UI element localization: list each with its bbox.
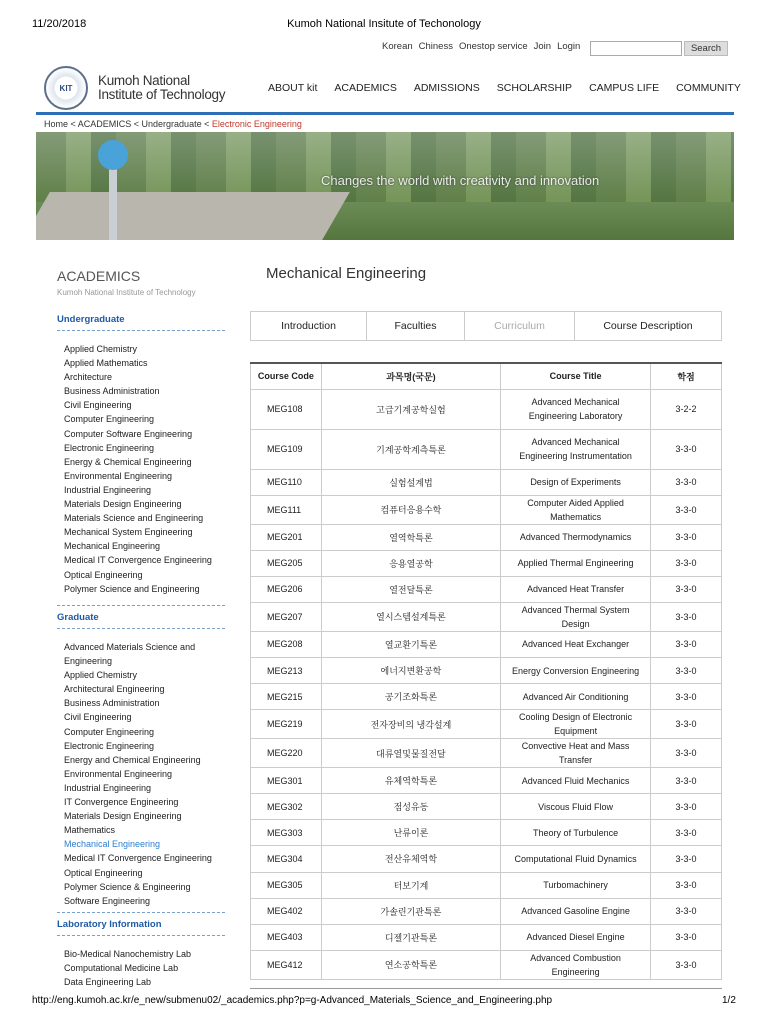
course-code-cell: MEG302 xyxy=(251,794,322,820)
tab-faculties[interactable]: Faculties xyxy=(367,312,465,340)
sidebar-item[interactable]: Medical IT Convergence Engineering xyxy=(64,555,212,566)
credits-cell: 3-3-0 xyxy=(651,657,722,683)
content-bottom-line xyxy=(250,988,722,989)
logo[interactable] xyxy=(44,66,225,110)
credits-cell: 3-3-0 xyxy=(651,794,722,820)
banner-sculpture-pole xyxy=(109,166,117,240)
sidebar-item[interactable]: Architecture xyxy=(64,372,113,383)
tab-course-description[interactable]: Course Description xyxy=(603,320,693,332)
course-title-cell: Design of Experiments xyxy=(501,469,651,495)
korean-title-cell: 디젤기관특론 xyxy=(321,924,500,950)
nav-divider xyxy=(36,112,734,115)
logo-text xyxy=(98,74,225,102)
table-row xyxy=(251,872,722,898)
course-title-cell: Advanced Fluid Mechanics xyxy=(501,768,651,794)
nav-scholarship[interactable]: SCHOLARSHIP xyxy=(496,82,573,94)
course-title-cell: Advanced Mechanical Engineering Laboratory xyxy=(501,389,651,429)
table-row xyxy=(251,950,722,979)
table-header-row xyxy=(251,363,722,389)
page-title: Mechanical Engineering xyxy=(266,265,427,282)
korean-title-cell: 유체역학특론 xyxy=(321,768,500,794)
course-code-cell: MEG219 xyxy=(251,710,322,739)
sidebar-item[interactable]: Applied Mathematics xyxy=(64,358,148,369)
utility-links xyxy=(382,41,586,52)
nav-community[interactable]: COMMUNITY xyxy=(676,82,741,94)
sidebar-item[interactable]: Applied Chemistry xyxy=(64,670,138,681)
course-title-cell: Advanced Diesel Engine xyxy=(501,924,651,950)
search-input[interactable] xyxy=(590,41,682,56)
credits-cell: 3-3-0 xyxy=(651,872,722,898)
table-row xyxy=(251,657,722,683)
nav-about[interactable]: ABOUT kit xyxy=(268,82,318,94)
table-row xyxy=(251,924,722,950)
sidebar-section-graduate[interactable]: Graduate xyxy=(57,605,225,629)
course-code-cell: MEG207 xyxy=(251,602,322,631)
sidebar-item[interactable]: Applied Chemistry xyxy=(64,344,138,354)
course-title-cell: Applied Thermal Engineering xyxy=(501,550,651,576)
nav-academics[interactable]: ACADEMICS xyxy=(334,82,397,94)
table-row xyxy=(251,739,722,768)
sidebar-item[interactable]: Mechanical Engineering xyxy=(64,839,161,850)
print-title: Kumoh National Insitute of Techonology xyxy=(287,18,481,30)
sidebar-section-undergraduate[interactable]: Undergraduate xyxy=(57,314,225,331)
content-tabs xyxy=(250,311,722,341)
sidebar-item[interactable]: Advanced Materials Science and Engineering xyxy=(64,642,196,667)
sidebar-section-laboratory[interactable]: Laboratory Information xyxy=(57,912,225,936)
util-link-korean[interactable]: Korean xyxy=(382,41,413,52)
course-title-cell: Advanced Thermal System Design xyxy=(501,602,651,631)
sidebar-item[interactable]: Materials Design Engineering xyxy=(64,811,182,822)
korean-title-cell: 점성유동 xyxy=(321,794,500,820)
sidebar-item[interactable]: Optical Engineering xyxy=(64,867,143,878)
sidebar-item[interactable]: IT Convergence Engineering xyxy=(64,797,179,808)
sidebar-item[interactable]: Computer Engineering xyxy=(64,414,155,425)
util-link-login[interactable]: Login xyxy=(557,41,581,52)
course-code-cell: MEG109 xyxy=(251,429,322,469)
credits-cell: 3-3-0 xyxy=(651,602,722,631)
print-header xyxy=(0,18,768,32)
credits-cell: 3-3-0 xyxy=(651,684,722,710)
course-code-cell: MEG303 xyxy=(251,820,322,846)
course-title-cell: Advanced Thermodynamics xyxy=(501,524,651,550)
course-code-cell: MEG412 xyxy=(251,950,322,979)
credits-cell: 3-3-0 xyxy=(651,739,722,768)
logo-line-1: Kumoh National xyxy=(98,73,190,88)
korean-title-cell: 에너지변환공학 xyxy=(321,657,500,683)
sidebar-item[interactable]: Business Administration xyxy=(64,386,160,397)
course-code-cell: MEG301 xyxy=(251,768,322,794)
undergraduate-list xyxy=(64,342,228,596)
credits-cell: 3-3-0 xyxy=(651,429,722,469)
laboratory-list xyxy=(64,947,228,989)
credits-cell: 3-3-0 xyxy=(651,631,722,657)
course-code-cell: MEG403 xyxy=(251,924,322,950)
sidebar-item[interactable]: Optical Engineering xyxy=(64,569,143,580)
course-title-cell: Computer Aided Applied Mathematics xyxy=(501,495,651,524)
sidebar-subtitle: Kumoh National Institute of Technology xyxy=(57,288,196,297)
course-code-cell: MEG201 xyxy=(251,524,322,550)
sidebar-item[interactable]: Mathematics xyxy=(64,825,116,836)
korean-title-cell: 실험설계법 xyxy=(321,469,500,495)
sidebar-item[interactable]: Energy and Chemical Engineering xyxy=(64,754,201,765)
korean-title-cell: 열시스템설계특론 xyxy=(321,602,500,631)
course-code-cell: MEG205 xyxy=(251,550,322,576)
sidebar-item[interactable]: Bio-Medical Nanochemistry Lab xyxy=(64,949,192,959)
course-code-cell: MEG213 xyxy=(251,657,322,683)
graduate-list xyxy=(64,640,228,908)
korean-title-cell: 난류이론 xyxy=(321,820,500,846)
util-link-chiness[interactable]: Chiness xyxy=(418,41,453,52)
tab-introduction[interactable]: Introduction xyxy=(251,312,367,340)
credits-cell: 3-3-0 xyxy=(651,576,722,602)
search-button[interactable]: Search xyxy=(684,41,728,56)
print-page-number: 1/2 xyxy=(722,995,736,1006)
sidebar-item[interactable]: Polymer Science and Engineering xyxy=(64,583,200,594)
table-row xyxy=(251,389,722,429)
table-row xyxy=(251,576,722,602)
korean-title-cell: 열역학특론 xyxy=(321,524,500,550)
sidebar-item[interactable]: Civil Engineering xyxy=(64,712,132,723)
course-title-cell: Energy Conversion Engineering xyxy=(501,657,651,683)
korean-title-cell: 대류열및물질전달 xyxy=(321,739,500,768)
credits-cell: 3-3-0 xyxy=(651,846,722,872)
credits-cell: 3-3-0 xyxy=(651,768,722,794)
course-title-cell: Advanced Heat Transfer xyxy=(501,576,651,602)
table-row xyxy=(251,794,722,820)
course-title-cell: Computational Fluid Dynamics xyxy=(501,846,651,872)
table-row xyxy=(251,820,722,846)
header-credits: 학점 xyxy=(651,363,722,389)
logo-line-2: Institute of Technology xyxy=(98,87,226,102)
korean-title-cell: 터보기계 xyxy=(321,872,500,898)
sidebar-item[interactable]: Electronic Engineering xyxy=(64,442,155,453)
table-row xyxy=(251,429,722,469)
korean-title-cell: 전자장비의 냉각설계 xyxy=(321,710,500,739)
course-title-cell: Convective Heat and Mass Transfer xyxy=(501,739,651,768)
campus-banner xyxy=(36,132,734,240)
nav-campus-life[interactable]: CAMPUS LIFE xyxy=(589,82,660,94)
course-code-cell: MEG220 xyxy=(251,739,322,768)
sidebar-title: ACADEMICS xyxy=(57,268,141,284)
credits-cell: 3-3-0 xyxy=(651,820,722,846)
sidebar-item[interactable]: Medical IT Convergence Engineering xyxy=(64,853,212,864)
table-row xyxy=(251,710,722,739)
korean-title-cell: 열교환기특론 xyxy=(321,631,500,657)
sidebar-item[interactable]: Computational Medicine Lab xyxy=(64,963,179,974)
course-title-cell: Advanced Air Conditioning xyxy=(501,684,651,710)
sidebar-item[interactable]: Environmental Engineering xyxy=(64,470,173,481)
breadcrumb-current: Electronic Engineering xyxy=(211,119,302,129)
print-date: 11/20/2018 xyxy=(32,18,87,30)
korean-title-cell: 컴퓨터응용수학 xyxy=(321,495,500,524)
sidebar-item[interactable]: Energy & Chemical Engineering xyxy=(64,456,192,467)
breadcrumb-path[interactable]: Home < ACADEMICS < Undergraduate < xyxy=(44,119,212,129)
table-row xyxy=(251,524,722,550)
credits-cell: 3-3-0 xyxy=(651,898,722,924)
sidebar-item[interactable]: Civil Engineering xyxy=(64,400,132,411)
korean-title-cell: 공기조화특론 xyxy=(321,684,500,710)
korean-title-cell: 응용열공학 xyxy=(321,550,500,576)
credits-cell: 3-3-0 xyxy=(651,710,722,739)
table-row xyxy=(251,768,722,794)
course-code-cell: MEG208 xyxy=(251,631,322,657)
sidebar-item[interactable]: Mechanical Engineering xyxy=(64,541,161,552)
table-row xyxy=(251,898,722,924)
sidebar-item[interactable]: Architectural Engineering xyxy=(64,684,165,695)
curriculum-table xyxy=(250,362,722,980)
credits-cell: 3-3-0 xyxy=(651,524,722,550)
course-title-cell: Viscous Fluid Flow xyxy=(501,794,651,820)
table-row xyxy=(251,846,722,872)
table-row xyxy=(251,469,722,495)
table-row xyxy=(251,550,722,576)
sidebar-item[interactable]: Industrial Engineering xyxy=(64,782,152,793)
sidebar-item[interactable]: Computer Software Engineering xyxy=(64,428,193,439)
course-title-cell: Advanced Gasoline Engine xyxy=(501,898,651,924)
course-title-cell: Advanced Combustion Engineering xyxy=(501,950,651,979)
credits-cell: 3-3-0 xyxy=(651,495,722,524)
course-title-cell: Advanced Heat Exchanger xyxy=(501,631,651,657)
korean-title-cell: 가솔린기관특론 xyxy=(321,898,500,924)
table-row xyxy=(251,495,722,524)
banner-path xyxy=(36,192,350,240)
course-code-cell: MEG304 xyxy=(251,846,322,872)
sidebar-item[interactable]: Materials Science and Engineering xyxy=(64,513,204,524)
util-link-join[interactable]: Join xyxy=(533,41,552,52)
korean-title-cell: 고급기계공학실험 xyxy=(321,389,500,429)
sidebar-item[interactable]: Data Engineering Lab xyxy=(64,977,152,988)
korean-title-cell: 전산유체역학 xyxy=(321,846,500,872)
credits-cell: 3-3-0 xyxy=(651,924,722,950)
course-code-cell: MEG108 xyxy=(251,389,322,429)
header-korean-title: 과목명(국문) xyxy=(321,363,500,389)
credits-cell: 3-3-0 xyxy=(651,550,722,576)
sidebar-item[interactable]: Industrial Engineering xyxy=(64,484,152,495)
university-seal-icon xyxy=(44,66,88,110)
breadcrumb xyxy=(44,119,302,129)
course-title-cell: Turbomachinery xyxy=(501,872,651,898)
header-course-code: Course Code xyxy=(251,363,322,389)
table-row xyxy=(251,602,722,631)
korean-title-cell: 열전달특론 xyxy=(321,576,500,602)
nav-admissions[interactable]: ADMISSIONS xyxy=(413,82,480,94)
course-title-cell: Advanced Mechanical Engineering Instrumentation xyxy=(501,429,651,469)
util-link-onestop[interactable]: Onestop service xyxy=(458,41,528,52)
print-url: http://eng.kumoh.ac.kr/e_new/submenu02/_academics.php?p=g-Advanced_Materials_Science_and_Engineering.php xyxy=(32,995,553,1006)
course-code-cell: MEG206 xyxy=(251,576,322,602)
tab-curriculum[interactable]: Curriculum xyxy=(465,312,575,340)
credits-cell: 3-3-0 xyxy=(651,950,722,979)
course-title-cell: Cooling Design of Electronic Equipment xyxy=(501,710,651,739)
korean-title-cell: 기계공학계측특론 xyxy=(321,429,500,469)
sidebar-item[interactable]: Polymer Science & Engineering xyxy=(64,881,191,892)
course-code-cell: MEG110 xyxy=(251,469,322,495)
course-code-cell: MEG402 xyxy=(251,898,322,924)
course-code-cell: MEG305 xyxy=(251,872,322,898)
sidebar-item[interactable]: Environmental Engineering xyxy=(64,768,173,779)
korean-title-cell: 연소공학특론 xyxy=(321,950,500,979)
table-row xyxy=(251,631,722,657)
table-row xyxy=(251,684,722,710)
main-nav xyxy=(268,82,758,94)
credits-cell: 3-3-0 xyxy=(651,469,722,495)
sidebar-item[interactable]: Computer Engineering xyxy=(64,726,155,737)
credits-cell: 3-2-2 xyxy=(651,389,722,429)
header-course-title: Course Title xyxy=(501,363,651,389)
sidebar-item[interactable]: Software Engineering xyxy=(64,895,151,906)
course-title-cell: Theory of Turbulence xyxy=(501,820,651,846)
course-code-cell: MEG215 xyxy=(251,684,322,710)
banner-slogan: Changes the world with creativity and innovation xyxy=(321,173,600,188)
sidebar-item[interactable]: Business Administration xyxy=(64,698,160,709)
sidebar-item[interactable]: Materials Design Engineering xyxy=(64,499,182,510)
sidebar-item[interactable]: Mechanical System Engineering xyxy=(64,527,193,538)
course-code-cell: MEG111 xyxy=(251,495,322,524)
banner-sculpture xyxy=(98,140,128,170)
sidebar-item[interactable]: Electronic Engineering xyxy=(64,740,155,751)
